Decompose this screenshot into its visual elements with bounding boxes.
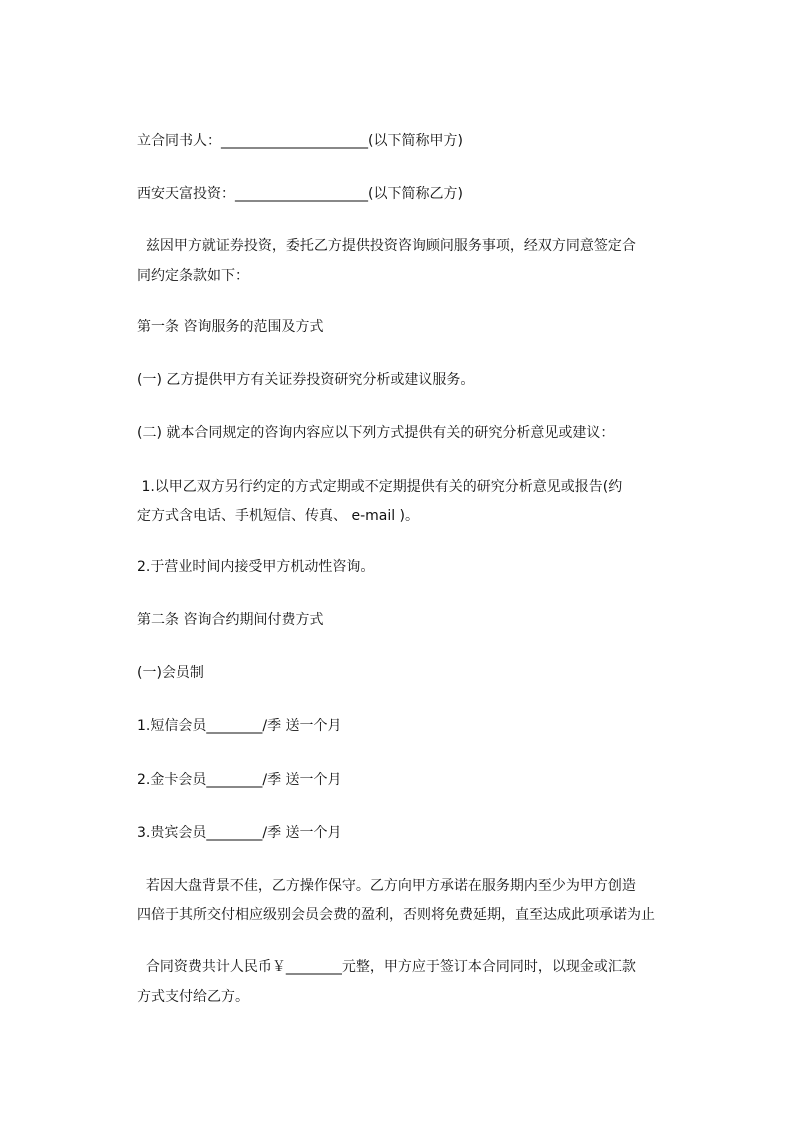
article-2-heading: 第二条 咨询合约期间付费方式 [137, 612, 324, 628]
guarantee-line-2: 四倍于其所交付相应级别会员会费的盈利，否则将免费延期，直至达成此项承诺为止 [137, 907, 655, 923]
membership-gold: 2.金卡会员________/季 送一个月 [137, 772, 342, 788]
membership-vip: 3.贵宾会员________/季 送一个月 [137, 825, 342, 841]
article-1-item-2: (二) 就本合同规定的咨询内容应以下列方式提供有关的研究分析意见或建议： [137, 425, 615, 441]
article-1-item-1: (一) 乙方提供甲方有关证券投资研究分析或建议服务。 [137, 372, 475, 388]
article-1-subitem-2: 2.于营业时间内接受甲方机动性咨询。 [137, 559, 375, 575]
article-1-subitem-1-line-1: 1.以甲乙双方另行约定的方式定期或不定期提供有关的研究分析意见或报告(约 [137, 479, 623, 495]
fee-line-1: 合同资费共计人民币￥________元整，甲方应于签订本合同同时，以现金或汇款 [137, 959, 636, 975]
fee-line-2: 方式支付给乙方。 [137, 989, 249, 1005]
membership-heading: (一)会员制 [137, 665, 204, 681]
guarantee-line-1: 若因大盘背景不佳，乙方操作保守。乙方向甲方承诺在服务期内至少为甲方创造 [137, 878, 636, 894]
preamble-line-2: 同约定条款如下： [137, 268, 249, 284]
preamble-line-1: 兹因甲方就证券投资，委托乙方提供投资咨询顾问服务事项，经双方同意签定合 [137, 238, 636, 254]
party-b-line: 西安天富投资：___________________(以下简称乙方) [137, 186, 463, 202]
party-a-line: 立合同书人：_____________________(以下简称甲方) [137, 133, 463, 149]
membership-sms: 1.短信会员________/季 送一个月 [137, 718, 342, 734]
article-1-heading: 第一条 咨询服务的范围及方式 [137, 319, 324, 335]
article-1-subitem-1-line-2: 定方式含电话、手机短信、传真、 e-mail )。 [137, 508, 420, 524]
